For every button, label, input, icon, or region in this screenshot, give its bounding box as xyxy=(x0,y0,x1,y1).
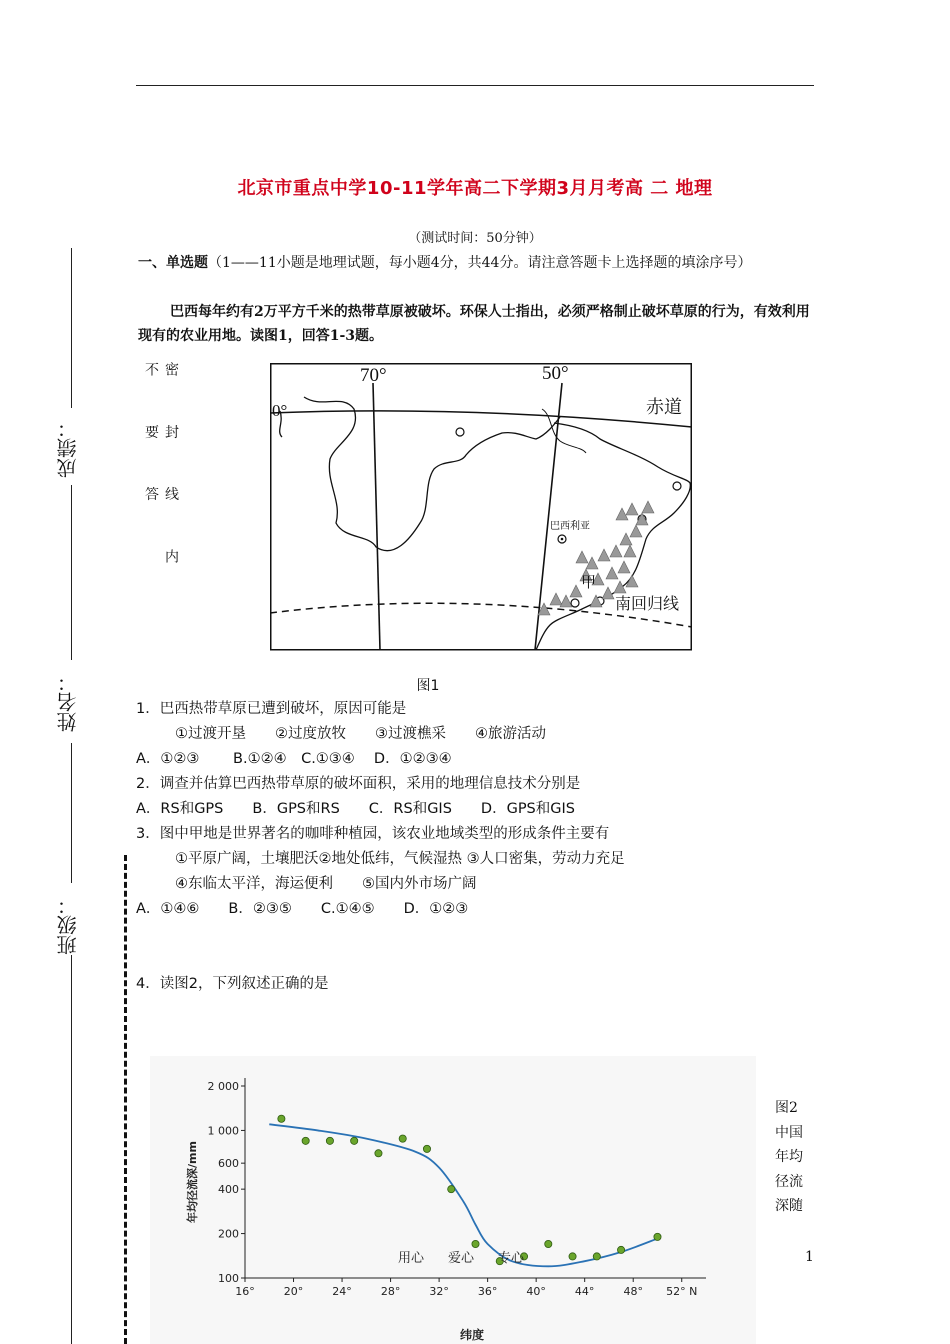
q3-options: A．①④⑥ B．②③⑤ C.①④⑤ D．①②③ xyxy=(136,901,469,917)
x-tick-label: 28° xyxy=(380,1285,401,1298)
name-label: 姓名： xyxy=(56,672,80,732)
y-tick-label: 2 000 xyxy=(207,1080,239,1093)
caption-line: 中国 xyxy=(775,1124,803,1141)
label-50: 50° xyxy=(542,363,569,384)
x-tick-label: 52° N xyxy=(666,1285,698,1298)
binding-rule xyxy=(71,955,72,1344)
q1-stem: 1．巴西热带草原已遭到破坏，原因可能是 xyxy=(136,701,407,717)
city-marker xyxy=(673,482,681,490)
class-label: 班级： xyxy=(56,895,80,955)
x-tick-label: 40° xyxy=(526,1285,546,1298)
data-point xyxy=(278,1115,285,1122)
q3-items-2: ④东临太平洋，海运便利 ⑤国内外市场广阔 xyxy=(175,876,477,892)
page-number: 1 xyxy=(805,1249,814,1265)
y-tick-label: 1 000 xyxy=(207,1124,239,1138)
data-point xyxy=(617,1246,624,1253)
x-tick-label: 20° xyxy=(283,1285,304,1298)
score-label: 成绩： xyxy=(56,418,80,478)
label-tropic: 南回归线 xyxy=(615,594,680,613)
binding-rule xyxy=(71,248,72,408)
data-point xyxy=(399,1135,406,1142)
caption-line: 图2 xyxy=(775,1100,798,1116)
data-point xyxy=(326,1137,333,1144)
label-70: 70° xyxy=(360,365,387,386)
y-tick-label: 100 xyxy=(218,1272,239,1285)
q2-stem: 2．调查并估算巴西热带草原的破坏面积，采用的地理信息技术分别是 xyxy=(136,776,581,792)
q3-items-1: ①平原广阔，土壤肥沃②地处低纬，气候湿热 ③人口密集，劳动力充足 xyxy=(175,851,625,867)
data-point xyxy=(448,1186,455,1193)
intro-paragraph: 巴西每年约有2万平方千米的热带草原被破坏。环保人士指出，必须严格制止破坏草原的行为，有效利用现有的农业用地。读图1，回答1-3题。 xyxy=(138,304,810,344)
x-tick-label: 32° xyxy=(429,1285,449,1298)
data-point xyxy=(593,1253,600,1260)
data-point xyxy=(351,1137,358,1144)
x-tick-label: 36° xyxy=(477,1285,498,1298)
watermark-3: 专心 xyxy=(498,1251,525,1266)
section-heading xyxy=(138,251,816,275)
chart-background xyxy=(150,1056,756,1344)
data-point xyxy=(423,1145,430,1152)
binding-rule xyxy=(71,485,72,660)
figure2-caption xyxy=(775,1096,815,1219)
y-tick-label: 200 xyxy=(218,1227,239,1241)
figure1-map xyxy=(270,363,692,653)
q1-items: ①过渡开垦 ②过度放牧 ③过渡樵采 ④旅游活动 xyxy=(175,726,546,742)
cut-line xyxy=(124,855,127,1344)
test-time: （测试时间：50分钟） xyxy=(408,231,542,246)
figure2-chart xyxy=(150,1056,756,1344)
y-tick-label: 400 xyxy=(218,1183,239,1197)
data-point xyxy=(545,1240,552,1247)
data-point xyxy=(375,1150,382,1157)
page-title: 北京市重点中学10-11学年高二下学期3月月考高 二 地理 xyxy=(237,178,713,199)
caption-line: 径流 xyxy=(775,1173,803,1190)
caption-line: 年均 xyxy=(775,1149,803,1165)
caption-line: 深随 xyxy=(775,1198,803,1214)
q1-options: A．①②③ B.①②④ C.①③④ D．①②③④ xyxy=(136,751,452,767)
q3-stem: 3．图中甲地是世界著名的咖啡种植园，该农业地域类型的形成条件主要有 xyxy=(136,826,610,842)
y-axis-label: 年均径流深/mm xyxy=(186,1141,199,1223)
data-point xyxy=(654,1233,661,1240)
figure1-caption: 图1 xyxy=(416,678,440,694)
x-tick-label: 24° xyxy=(332,1285,352,1298)
x-tick-label: 16° xyxy=(235,1285,255,1298)
city-marker xyxy=(456,428,464,436)
label-brasilia: 巴西利亚 xyxy=(550,521,590,532)
section-title: 一、单选题 xyxy=(138,255,208,271)
section-desc: （1——11小题是地理试题，每小题4分，共44分。请注意答题卡上选择题的填涂序号） xyxy=(208,255,752,271)
seal-line-text: 密 封 线 内 不 要 答 xyxy=(143,362,179,586)
label-jia: 甲 xyxy=(581,573,597,591)
x-tick-label: 44° xyxy=(574,1285,595,1298)
watermark-2: 爱心 xyxy=(448,1251,475,1266)
label-equator: 赤道 xyxy=(646,397,682,418)
header-rule xyxy=(136,85,814,86)
q4-stem: 4．读图2，下列叙述正确的是 xyxy=(136,976,329,992)
city-marker xyxy=(571,599,579,607)
x-axis-label: 纬度 xyxy=(459,1328,485,1342)
data-point xyxy=(472,1240,479,1247)
q2-options: A．RS和GPS B．GPS和RS C．RS和GIS D．GPS和GIS xyxy=(136,801,575,817)
watermark-1: 用心 xyxy=(398,1251,425,1266)
label-0: 0° xyxy=(272,401,288,420)
y-tick-label: 600 xyxy=(218,1157,239,1171)
x-tick-label: 48° xyxy=(623,1285,643,1298)
data-point xyxy=(569,1253,576,1260)
binding-rule xyxy=(71,743,72,883)
data-point xyxy=(302,1137,309,1144)
